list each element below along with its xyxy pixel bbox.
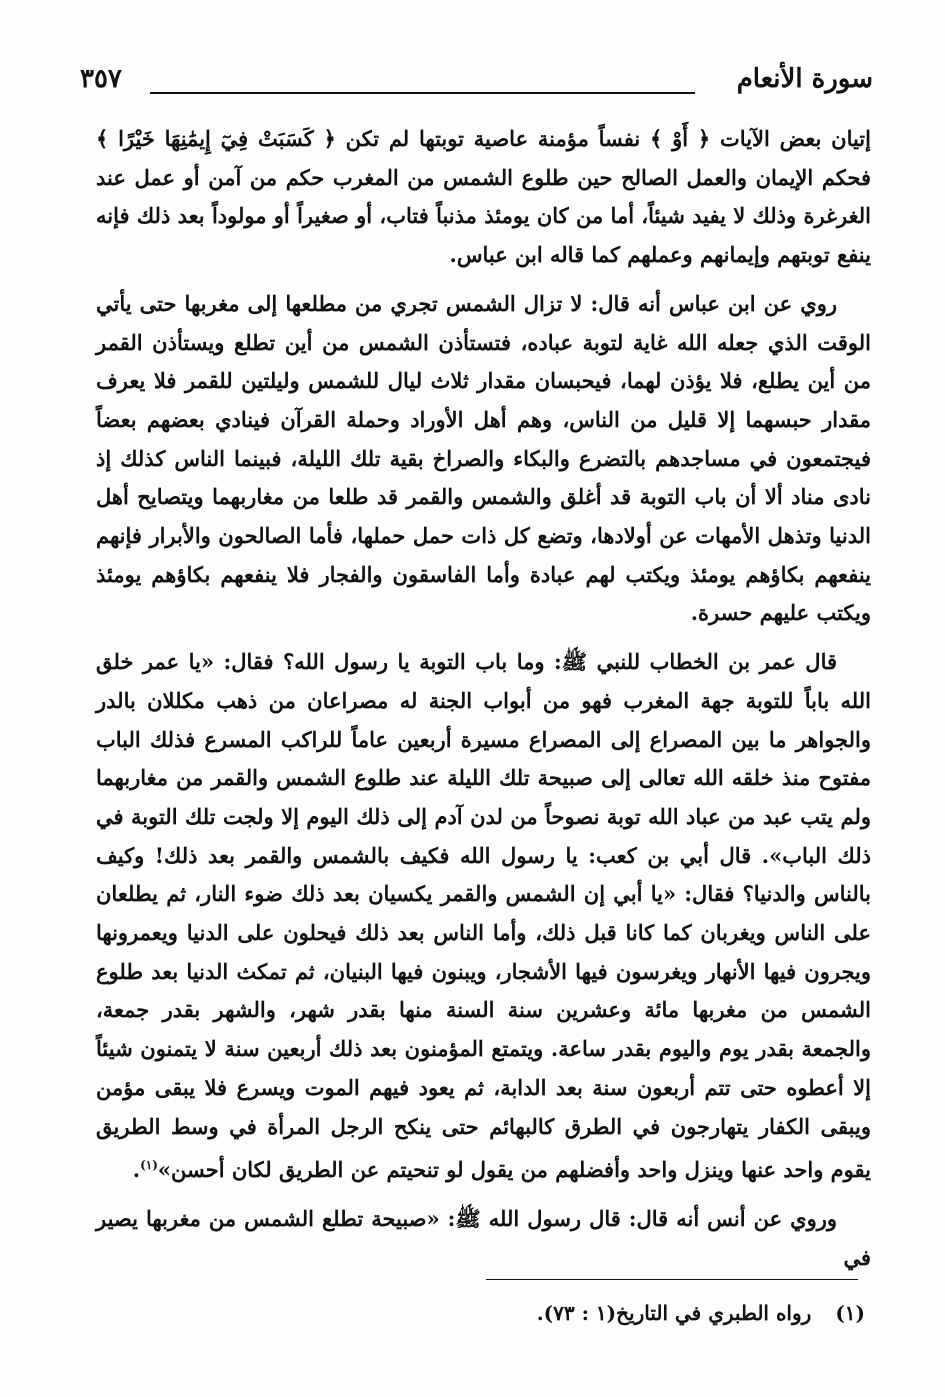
footnote-text: رواه الطبري في التاريخ(١ : ٧٣). [536, 1301, 812, 1325]
quran-quote-kasabat: ﴿ كَسَبَتْ فِيٓ إِيمَٰنِهَا خَيْرًا ﴾ [96, 126, 336, 151]
footnote-reference[interactable]: (١) [140, 1158, 158, 1173]
header-rule [150, 92, 695, 94]
paragraph-1 [96, 120, 871, 275]
running-head [80, 62, 873, 100]
paragraph-1-start: إتيان بعض الآيات [710, 126, 871, 151]
paragraph-3-text: قال عمر بن الخطاب للنبي ﷺ: وما باب التوبة يا رسول الله؟ فقال: «يا عمر خلق الله باباً للتوبة جهة المغرب فهو من أبواب الجنة له مصراعان من ذهب مكللان بالدر والجواهر ما بين المصراع إلى المصراع مسيرة أربعين عاماً للراكب المسرع فذلك الباب مفتوح منذ خلقه الله تعالى إلى صبيحة تلك الليلة عند طلوع الشمس والقمر من مغاربهما ولم يتب عبد من عباد الله توبة نصوحاً من لدن آدم إلى ذلك اليوم إلا ولجت تلك التوبة في ذلك الباب». قال أبي بن كعب: يا رسول الله فكيف بالشمس والقمر بعد ذلك! وكيف بالناس والدنيا؟ فقال: «يا أبي إن الشمس والقمر يكسيان بعد ذلك ضوء النار، ثم يطلعان على الناس ويغربان كما كانا قبل ذلك، وأما الناس بعد ذلك فيحلون على الدنيا ويعمرونها ويجرون فيها الأنهار ويغرسون فيها الأشجار، ويبنون فيها البنيان، ثم تمكث الدنيا بعد طلوع الشمس من مغربها مائة وعشرين سنة السنة منها بقدر شهر، والشهر بقدر جمعة، والجمعة بقدر يوم واليوم بقدر ساعة. ويتمتع المؤمنون بعد ذلك أربعين سنة لا يتمنون شيئاً إلا أعطوه حتى تتم أربعون سنة بعد الدابة، ثم يعود فيهم الموت ويسرع فلا يبقى مؤمن ويبقى الكفار يتهارجون في الطرق كالبهائم حتى ينكح الرجل المرأة في وسط الطريق يقوم واحد عنها وينزل واحد وأفضلهم من يقول لو تنحيتم عن الطريق لكان أحسن» [96, 649, 871, 1183]
paragraph-3-end: . [132, 1157, 141, 1183]
footnote-number: (١) [835, 1301, 865, 1325]
footnote [537, 1298, 865, 1328]
paragraph-1-middle: نفساً مؤمنة عاصية توبتها لم تكن [335, 126, 651, 151]
paragraph-2: روي عن ابن عباس أنه قال: لا تزال الشمس تجري من مطلعها إلى مغربها حتى يأتي الوقت الذي جعله الله غاية لتوبة عباده، فتستأذن الشمس من أين تطلع ويستأذن القمر من أين يطلع، فلا يؤذن لهما، فيحبسان مقدار ثلاث ليال للشمس وليلتين للقمر فلا يعرف مقدار حبسهما إلا قليل من الناس، وهم أهل الأوراد وحملة القرآن فينادي بعضهم بعضاً فيجتمعون في مساجدهم بالتضرع والبكاء والصراخ بقية تلك الليلة، فبينما الناس كذلك إذ نادى مناد ألا أن باب التوبة قد أغلق والشمس والقمر قد طلعا من مغاربهما ويتصايح أهل الدنيا وتذهل الأمهات عن أولادها، وتضع كل ذات حمل حملها، فأما الصالحون والأبرار فإنهم ينفعهم بكاؤهم يومئذ ويكتب لهم عبادة وأما الفاسقون والفجار فلا ينفعهم بكاؤهم يومئذ ويكتب عليهم حسرة. [96, 290, 871, 626]
footnote-rule [486, 1279, 858, 1280]
page-number: ٣٥٧ [80, 64, 122, 94]
paragraph-1-end: فحكم الإيمان والعمل الصالح حين طلوع الشمس من المغرب حكم من آمن أو عمل عند الغرغرة وذلك لا يفيد شيئاً، أما من كان يومئذ مذنباً فتاب، أو صغيراً أو مولوداً بعد ذلك فإنه ينفع توبتهم وإيمانهم وعملهم كما قاله ابن عباس. [96, 164, 871, 268]
paragraph-3 [96, 643, 871, 1190]
surah-title: سورة الأنعام [736, 64, 873, 94]
body-text [96, 120, 871, 1277]
quran-quote-aw: ﴿ أَوْ ﴾ [650, 126, 711, 151]
paragraph-4: وروي عن أنس أنه قال: قال رسول الله ﷺ: «صبيحة تطلع الشمس من مغربها يصير في [96, 1205, 871, 1270]
